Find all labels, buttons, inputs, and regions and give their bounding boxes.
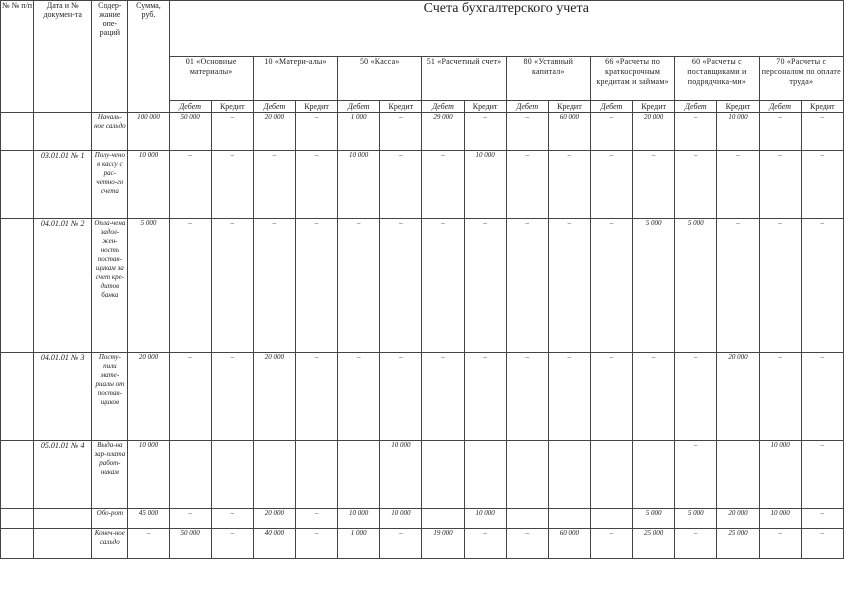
account-header-80: 80 «Уставный капитал»: [506, 57, 590, 101]
credit-value: –: [548, 151, 590, 219]
debit-value: –: [422, 219, 464, 353]
row-document: 05.01.01 № 4: [34, 441, 92, 509]
credit-header: Кредит: [801, 101, 843, 113]
credit-value: –: [464, 219, 506, 353]
row-sum: 5 000: [128, 219, 169, 353]
credit-value: –: [801, 113, 843, 151]
debit-value: –: [169, 219, 211, 353]
credit-value: [464, 441, 506, 509]
debit-value: –: [590, 151, 632, 219]
row-description: Полу-чено в кассу с рас-четно-го счета: [92, 151, 128, 219]
debit-value: –: [590, 113, 632, 151]
debit-value: [422, 441, 464, 509]
debit-value: –: [675, 151, 717, 219]
credit-header: Кредит: [295, 101, 337, 113]
credit-value: –: [801, 219, 843, 353]
credit-value: –: [211, 509, 253, 529]
row-sum: –: [128, 529, 169, 559]
credit-value: –: [801, 509, 843, 529]
debit-value: –: [759, 353, 801, 441]
row-document: [34, 509, 92, 529]
debit-value: 40 000: [253, 529, 295, 559]
debit-header: Дебет: [590, 101, 632, 113]
debit-value: –: [675, 529, 717, 559]
credit-value: 60 000: [548, 529, 590, 559]
credit-header: Кредит: [380, 101, 422, 113]
credit-value: –: [295, 219, 337, 353]
debit-value: –: [338, 219, 380, 353]
debit-value: –: [590, 529, 632, 559]
credit-value: –: [464, 353, 506, 441]
row-sum: 45 000: [128, 509, 169, 529]
debit-value: –: [169, 509, 211, 529]
debit-value: [253, 441, 295, 509]
table-row: [1, 509, 844, 529]
debit-value: –: [590, 353, 632, 441]
account-header-01: 01 «Основные материалы»: [169, 57, 253, 101]
credit-header: Кредит: [464, 101, 506, 113]
debit-value: –: [675, 113, 717, 151]
row-description: Выда-на зар-плата работ-никам: [92, 441, 128, 509]
debit-value: [338, 441, 380, 509]
debit-value: [169, 441, 211, 509]
row-document: 04.01.01 № 3: [34, 353, 92, 441]
debit-value: –: [759, 529, 801, 559]
account-header-66: 66 «Расчеты по краткосрочным кредитам и займам»: [590, 57, 674, 101]
debit-value: 1 000: [338, 529, 380, 559]
header-accounts-title: Счета бухгалтерского учета: [169, 1, 843, 57]
credit-value: –: [464, 529, 506, 559]
row-description: Обо-рот: [92, 509, 128, 529]
credit-value: –: [211, 219, 253, 353]
row-number: [1, 113, 34, 151]
row-number: [1, 441, 34, 509]
credit-value: –: [211, 113, 253, 151]
account-header-70: 70 «Расчеты с персоналом по оплате труда»: [759, 57, 843, 101]
debit-value: –: [253, 151, 295, 219]
row-sum: 10 000: [128, 151, 169, 219]
credit-value: [548, 441, 590, 509]
ledger-body: [1, 113, 844, 559]
debit-value: –: [169, 151, 211, 219]
credit-value: –: [717, 151, 759, 219]
credit-value: –: [548, 353, 590, 441]
credit-value: –: [380, 113, 422, 151]
credit-value: –: [801, 151, 843, 219]
debit-value: 5 000: [675, 509, 717, 529]
debit-value: 20 000: [253, 113, 295, 151]
credit-value: –: [380, 353, 422, 441]
credit-value: 10 000: [717, 113, 759, 151]
row-number: [1, 529, 34, 559]
account-header-50: 50 «Касса»: [338, 57, 422, 101]
debit-value: –: [422, 353, 464, 441]
row-document: [34, 113, 92, 151]
credit-value: –: [211, 151, 253, 219]
table-row: [1, 113, 844, 151]
debit-value: –: [506, 529, 548, 559]
credit-value: 10 000: [464, 151, 506, 219]
row-sum: 20 000: [128, 353, 169, 441]
debit-value: 50 000: [169, 529, 211, 559]
credit-header: Кредит: [211, 101, 253, 113]
debit-header: Дебет: [338, 101, 380, 113]
debit-value: –: [506, 113, 548, 151]
credit-value: –: [464, 113, 506, 151]
account-header-51: 51 «Расчетный счет»: [422, 57, 506, 101]
credit-value: –: [295, 151, 337, 219]
row-description: Опла-чена задол-жен-ность постав-щикам за счет кре-дитов банка: [92, 219, 128, 353]
credit-value: –: [295, 509, 337, 529]
credit-value: –: [633, 151, 675, 219]
table-row: [1, 151, 844, 219]
header-document: Дата и № докумен-та: [34, 1, 92, 113]
debit-value: 10 000: [759, 509, 801, 529]
credit-value: –: [295, 529, 337, 559]
credit-value: [548, 509, 590, 529]
debit-value: –: [506, 219, 548, 353]
debit-header: Дебет: [675, 101, 717, 113]
account-header-10: 10 «Матери-алы»: [253, 57, 337, 101]
debit-value: –: [759, 113, 801, 151]
credit-value: [295, 441, 337, 509]
debit-value: 10 000: [338, 151, 380, 219]
debit-value: –: [169, 353, 211, 441]
row-number: [1, 151, 34, 219]
debit-value: 1 000: [338, 113, 380, 151]
credit-value: –: [295, 353, 337, 441]
debit-value: 10 000: [338, 509, 380, 529]
account-header-60: 60 «Расчеты с поставщиками и подрядчика-ми»: [675, 57, 759, 101]
credit-value: 20 000: [633, 113, 675, 151]
debit-header: Дебет: [422, 101, 464, 113]
credit-value: 10 000: [380, 509, 422, 529]
credit-value: 5 000: [633, 219, 675, 353]
debit-value: 5 000: [675, 219, 717, 353]
credit-header: Кредит: [717, 101, 759, 113]
debit-value: [422, 509, 464, 529]
header-sum: Сумма, руб.: [128, 1, 169, 113]
credit-value: –: [633, 353, 675, 441]
debit-value: 19 000: [422, 529, 464, 559]
debit-header: Дебет: [759, 101, 801, 113]
table-row: [1, 353, 844, 441]
row-description: Началь-ное сальдо: [92, 113, 128, 151]
debit-value: –: [590, 219, 632, 353]
credit-value: 25 000: [633, 529, 675, 559]
credit-value: 20 000: [717, 509, 759, 529]
credit-value: –: [717, 219, 759, 353]
debit-value: 50 000: [169, 113, 211, 151]
debit-value: [506, 441, 548, 509]
credit-header: Кредит: [633, 101, 675, 113]
credit-value: 20 000: [717, 353, 759, 441]
table-row: [1, 441, 844, 509]
credit-value: –: [380, 151, 422, 219]
credit-value: 25 000: [717, 529, 759, 559]
credit-value: [717, 441, 759, 509]
credit-value: 10 000: [464, 509, 506, 529]
row-number: [1, 219, 34, 353]
debit-value: –: [506, 151, 548, 219]
credit-value: –: [295, 113, 337, 151]
debit-value: –: [338, 353, 380, 441]
header-number: № № п/п: [1, 1, 34, 113]
credit-header: Кредит: [548, 101, 590, 113]
row-sum: 100 000: [128, 113, 169, 151]
credit-value: –: [380, 219, 422, 353]
debit-header: Дебет: [253, 101, 295, 113]
credit-value: [211, 441, 253, 509]
credit-value: –: [801, 529, 843, 559]
debit-header: Дебет: [506, 101, 548, 113]
row-number: [1, 509, 34, 529]
credit-value: –: [801, 441, 843, 509]
row-document: [34, 529, 92, 559]
credit-value: –: [801, 353, 843, 441]
debit-value: 10 000: [759, 441, 801, 509]
debit-value: [506, 509, 548, 529]
debit-value: [590, 509, 632, 529]
row-document: 04.01.01 № 2: [34, 219, 92, 353]
debit-value: 20 000: [253, 353, 295, 441]
header-description: Содер-жание опе-раций: [92, 1, 128, 113]
row-description: Конеч-ное сальдо: [92, 529, 128, 559]
credit-value: –: [211, 529, 253, 559]
debit-value: 29 000: [422, 113, 464, 151]
debit-value: –: [506, 353, 548, 441]
credit-value: 60 000: [548, 113, 590, 151]
row-number: [1, 353, 34, 441]
credit-value: 10 000: [380, 441, 422, 509]
debit-header: Дебет: [169, 101, 211, 113]
debit-value: –: [759, 151, 801, 219]
table-row: [1, 529, 844, 559]
row-document: 03.01.01 № 1: [34, 151, 92, 219]
debit-value: –: [253, 219, 295, 353]
credit-value: 5 000: [633, 509, 675, 529]
row-sum: 10 000: [128, 441, 169, 509]
debit-value: –: [675, 353, 717, 441]
credit-value: –: [211, 353, 253, 441]
row-description: Посту-пили мате-риалы от постав-щиков: [92, 353, 128, 441]
debit-value: [590, 441, 632, 509]
debit-value: –: [759, 219, 801, 353]
debit-value: –: [675, 441, 717, 509]
table-row: [1, 219, 844, 353]
debit-value: –: [422, 151, 464, 219]
credit-value: –: [380, 529, 422, 559]
credit-value: [633, 441, 675, 509]
debit-value: 20 000: [253, 509, 295, 529]
credit-value: –: [548, 219, 590, 353]
